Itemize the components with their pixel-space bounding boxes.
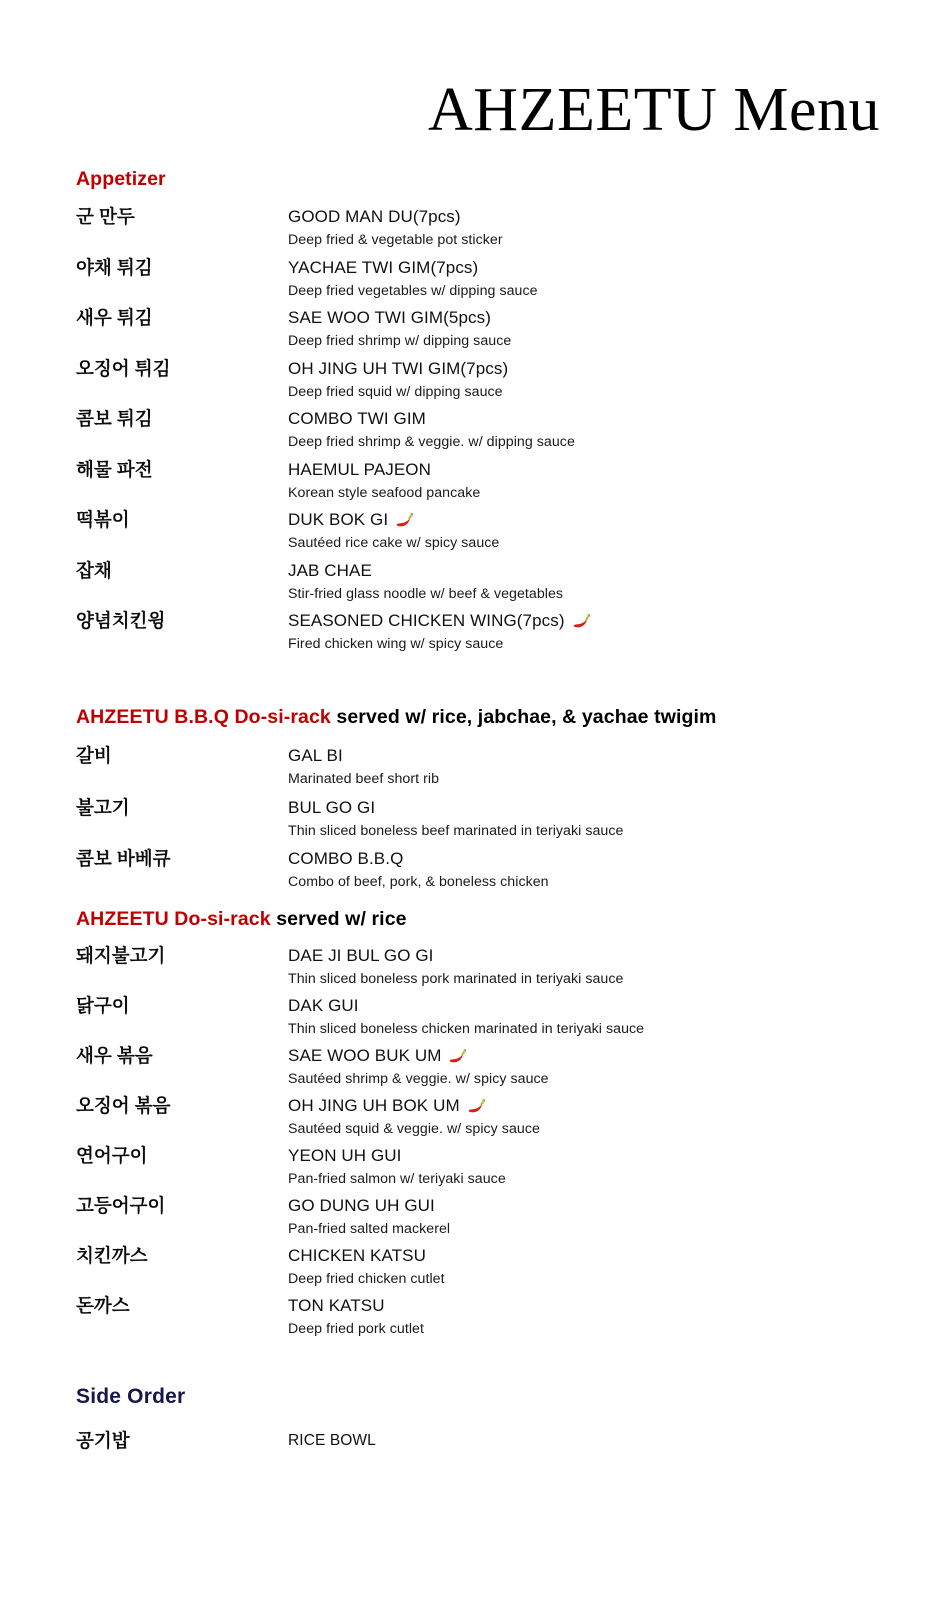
menu-item-korean-name: 콤보 바베큐 — [76, 848, 171, 869]
menu-item-row — [0, 610, 934, 658]
menu-item-name — [288, 745, 888, 766]
chili-pepper-icon — [448, 1049, 467, 1064]
menu-item-name — [288, 257, 888, 278]
section-heading-main: AHZEETU Do-si-rack — [76, 908, 271, 930]
menu-item-description: Pan-fried salted mackerel — [288, 1221, 451, 1237]
menu-item-korean-name: 닭구이 — [76, 995, 130, 1016]
menu-item-korean-name: 돈까스 — [76, 1295, 130, 1316]
section-heading-main: Side Order — [76, 1385, 186, 1408]
menu-item-name-text: OH JING UH BOK UM — [288, 1096, 460, 1115]
menu-item-english-block — [288, 1145, 888, 1189]
menu-item-korean-name: 잡채 — [76, 559, 112, 581]
menu-item-korean-name: 치킨까스 — [76, 1245, 148, 1266]
menu-item-name-text: TON KATSU — [288, 1296, 385, 1315]
section-heading-main: Appetizer — [76, 168, 166, 190]
menu-item-english-block — [288, 1045, 888, 1089]
menu-item-english-block — [288, 1245, 888, 1289]
menu-item-english-block — [288, 797, 888, 841]
section-heading-subtitle: served w/ rice — [270, 908, 407, 930]
menu-item-name — [288, 358, 888, 379]
menu-item-description: Combo of beef, pork, & boneless chicken — [288, 874, 549, 890]
menu-item-description: Sautéed shrimp & veggie. w/ spicy sauce — [288, 1071, 549, 1087]
menu-item-english-block — [288, 206, 888, 250]
chili-pepper-icon — [467, 1099, 486, 1114]
menu-item-english-block — [288, 560, 888, 604]
menu-item-name-text: GOOD MAN DU(7pcs) — [288, 207, 461, 226]
menu-item-row — [0, 1095, 934, 1143]
menu-item-row — [0, 459, 934, 507]
menu-item-korean-name: 양념치킨윙 — [76, 610, 166, 631]
menu-item-name-text: SAE WOO BUK UM — [288, 1046, 442, 1065]
menu-item-english-block — [288, 459, 888, 503]
menu-item-description: Deep fried vegetables w/ dipping sauce — [288, 282, 538, 299]
menu-item-english-block — [288, 610, 888, 654]
menu-item-row — [0, 1145, 934, 1193]
menu-item-row — [0, 797, 934, 845]
menu-item-description: Deep fried & vegetable pot sticker — [288, 232, 503, 248]
menu-item-korean-name: 연어구이 — [76, 1145, 148, 1166]
menu-item-name — [288, 1245, 888, 1266]
chili-pepper-icon — [395, 513, 414, 528]
menu-item-english-block — [288, 995, 888, 1039]
menu-item-name-text: COMBO TWI GIM — [288, 409, 426, 428]
menu-item-row — [0, 560, 934, 608]
menu-item-name-text: SAE WOO TWI GIM(5pcs) — [288, 308, 491, 327]
menu-item-name — [288, 995, 888, 1016]
menu-item-row — [0, 995, 934, 1043]
menu-item-name — [288, 408, 888, 429]
menu-item-name — [288, 848, 888, 869]
menu-item-korean-name: 오징어 볶음 — [76, 1095, 171, 1116]
menu-item-name — [288, 1195, 888, 1216]
menu-item-english-block — [288, 358, 888, 402]
menu-item-name-text: GO DUNG UH GUI — [288, 1196, 435, 1215]
menu-item-description: Deep fried chicken cutlet — [288, 1271, 445, 1287]
menu-item-description: Deep fried shrimp w/ dipping sauce — [288, 333, 512, 349]
menu-item-korean-name: 새우 튀김 — [76, 307, 153, 328]
menu-item-korean-name: 야채 튀김 — [76, 256, 153, 278]
menu-item-name-text: SEASONED CHICKEN WING(7pcs) — [288, 611, 565, 630]
menu-item-description: Sautéed rice cake w/ spicy sauce — [288, 535, 500, 551]
section-heading-side-order — [76, 1385, 185, 1409]
menu-item-name-text: COMBO B.B.Q — [288, 849, 404, 868]
menu-item-description: Marinated beef short rib — [288, 771, 440, 787]
menu-item-english-block — [288, 509, 888, 553]
menu-item-name — [288, 1145, 888, 1166]
menu-item-english-block — [288, 1430, 888, 1451]
section-heading-subtitle: served w/ rice, jabchae, & yachae twigim — [330, 706, 717, 728]
menu-item-row — [0, 1430, 934, 1478]
menu-item-description: Stir-fried glass noodle w/ beef & vegetables — [288, 585, 564, 602]
page-title: AHZEETU Menu — [428, 76, 880, 144]
menu-item-korean-name: 공기밥 — [76, 1430, 130, 1451]
menu-item-name — [288, 797, 888, 818]
menu-item-row — [0, 1195, 934, 1243]
menu-item-english-block — [288, 1295, 888, 1339]
section-heading-dosirack — [76, 908, 407, 931]
menu-item-row — [0, 257, 934, 305]
menu-item-korean-name: 돼지불고기 — [76, 945, 166, 966]
section-heading-main: AHZEETU B.B.Q Do-si-rack — [76, 706, 331, 728]
menu-item-description: Deep fried shrimp & veggie. w/ dipping sauce — [288, 434, 575, 450]
menu-item-description: Sautéed squid & veggie. w/ spicy sauce — [288, 1121, 540, 1137]
menu-item-description: Fired chicken wing w/ spicy sauce — [288, 636, 504, 652]
menu-item-name — [288, 307, 888, 328]
menu-item-name-text: DUK BOK GI — [288, 510, 389, 529]
menu-item-name — [288, 945, 888, 966]
menu-item-english-block — [288, 1095, 888, 1139]
menu-item-description: Thin sliced boneless pork marinated in teriyaki sauce — [288, 971, 624, 987]
menu-item-name-text: GAL BI — [288, 746, 343, 765]
menu-item-row — [0, 745, 934, 793]
chili-pepper-icon — [572, 614, 591, 629]
menu-item-korean-name: 오징어 튀김 — [76, 357, 171, 379]
menu-item-name — [288, 459, 888, 480]
menu-item-name — [288, 560, 888, 581]
menu-item-english-block — [288, 257, 888, 301]
menu-item-row — [0, 509, 934, 557]
menu-item-korean-name: 불고기 — [76, 796, 130, 818]
menu-item-korean-name: 해물 파전 — [76, 458, 153, 480]
menu-item-row — [0, 1295, 934, 1343]
menu-item-name-text: YACHAE TWI GIM(7pcs) — [288, 257, 479, 277]
menu-item-row — [0, 945, 934, 993]
menu-item-name-text: RICE BOWL — [288, 1432, 376, 1449]
menu-item-name — [288, 1095, 888, 1116]
menu-item-description: Deep fried squid w/ dipping sauce — [288, 383, 503, 400]
menu-item-description: Thin sliced boneless beef marinated in teriyaki sauce — [288, 822, 624, 839]
menu-item-english-block — [288, 408, 888, 452]
menu-item-name-text: DAK GUI — [288, 996, 359, 1015]
menu-item-row — [0, 206, 934, 254]
menu-item-korean-name: 군 만두 — [76, 206, 135, 227]
menu-item-name — [288, 1430, 888, 1451]
menu-item-english-block — [288, 307, 888, 351]
menu-item-row — [0, 307, 934, 355]
menu-item-row — [0, 358, 934, 406]
menu-item-name-text: OH JING UH TWI GIM(7pcs) — [288, 358, 509, 378]
menu-item-row — [0, 408, 934, 456]
section-heading-bbq-dosirack — [76, 706, 716, 729]
menu-item-row — [0, 1245, 934, 1293]
section-heading-appetizer — [76, 168, 166, 191]
menu-item-description: Korean style seafood pancake — [288, 484, 481, 501]
menu-item-korean-name: 갈비 — [76, 745, 112, 766]
menu-item-name-text: YEON UH GUI — [288, 1146, 402, 1165]
menu-item-row — [0, 1045, 934, 1093]
menu-item-english-block — [288, 945, 888, 989]
menu-item-description: Thin sliced boneless chicken marinated in teriyaki sauce — [288, 1021, 645, 1037]
menu-item-row — [0, 848, 934, 896]
menu-item-name-text: DAE JI BUL GO GI — [288, 946, 434, 965]
menu-item-korean-name: 새우 볶음 — [76, 1045, 153, 1066]
menu-item-korean-name: 고등어구이 — [76, 1195, 166, 1216]
menu-item-english-block — [288, 745, 888, 789]
menu-item-name-text: JAB CHAE — [288, 560, 372, 580]
menu-item-korean-name: 콤보 튀김 — [76, 408, 153, 429]
menu-item-name-text: CHICKEN KATSU — [288, 1246, 426, 1265]
menu-item-english-block — [288, 848, 888, 892]
menu-item-description: Pan-fried salmon w/ teriyaki sauce — [288, 1171, 506, 1187]
menu-item-name — [288, 509, 888, 530]
menu-item-name — [288, 1295, 888, 1316]
menu-item-name — [288, 610, 888, 631]
menu-item-name-text: BUL GO GI — [288, 797, 376, 817]
menu-item-name — [288, 206, 888, 227]
menu-item-name-text: HAEMUL PAJEON — [288, 459, 431, 479]
menu-item-name — [288, 1045, 888, 1066]
menu-item-korean-name: 떡볶이 — [76, 509, 130, 530]
menu-item-description: Deep fried pork cutlet — [288, 1321, 424, 1337]
menu-item-english-block — [288, 1195, 888, 1239]
